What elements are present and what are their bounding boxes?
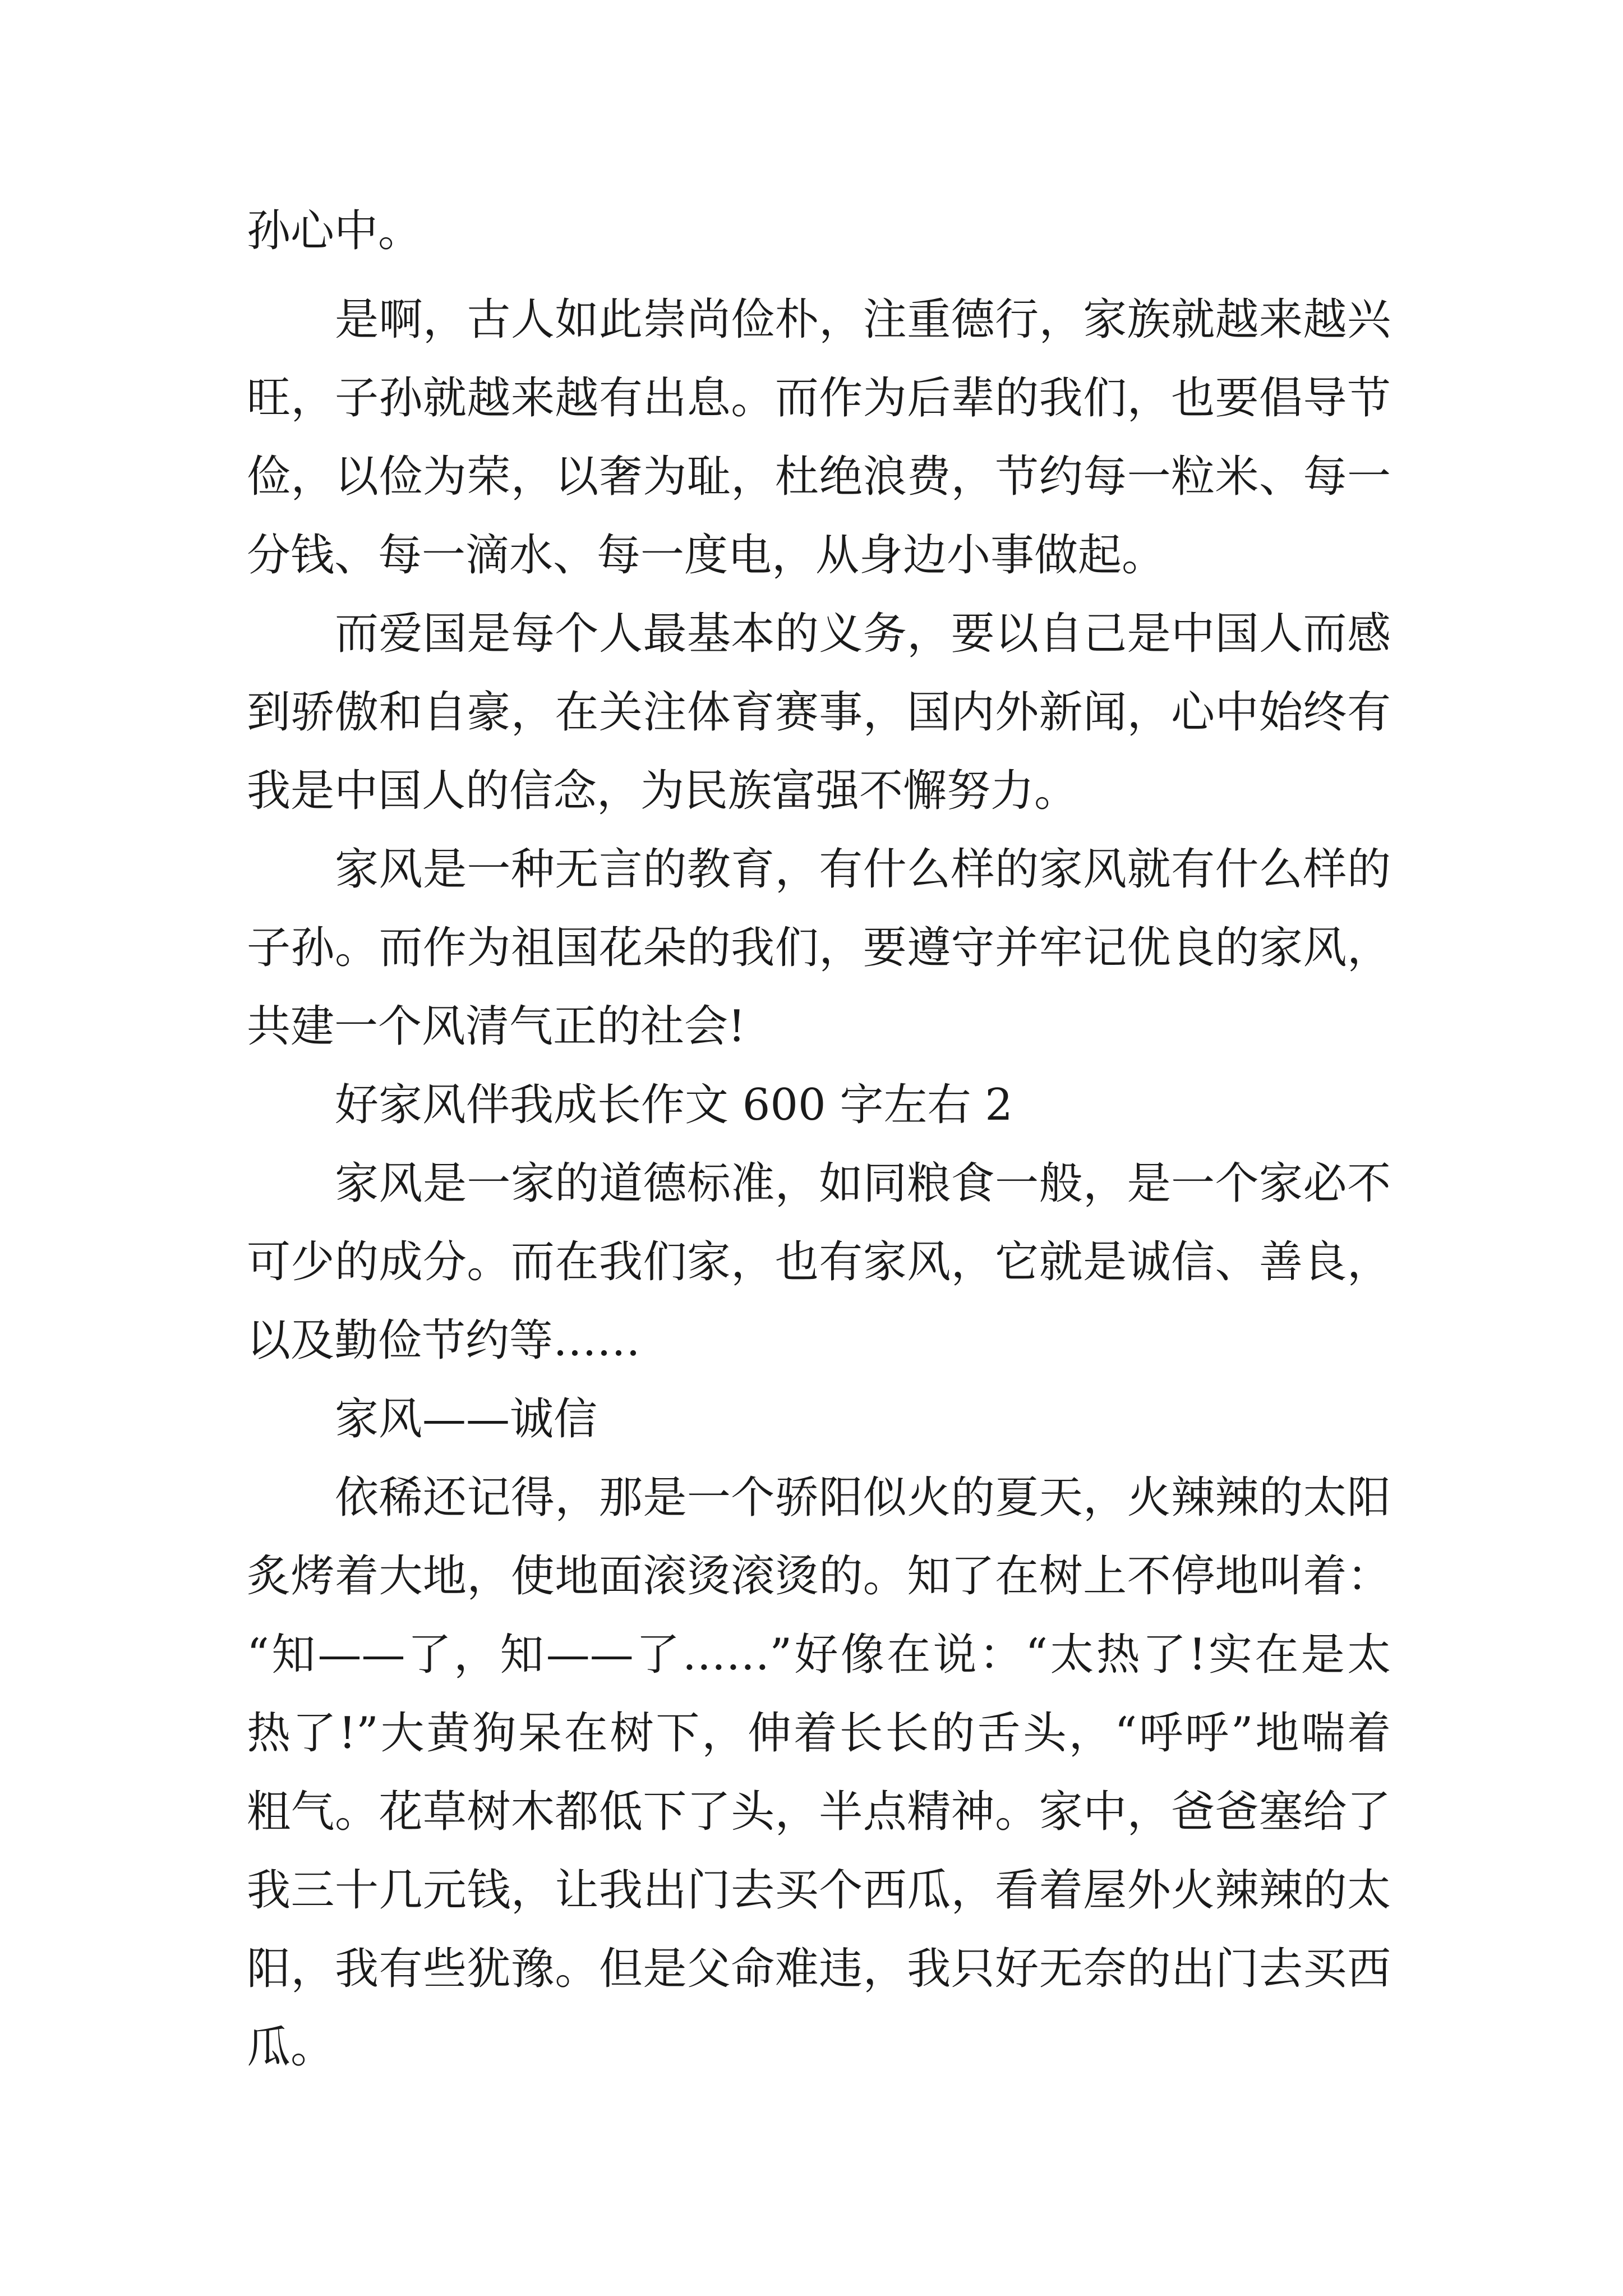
section-heading: 好家风伴我成长作文 600 字左右 2 — [335, 1080, 1013, 1130]
text-line: 孙心中。 — [247, 206, 422, 256]
text-line: 俭，以俭为荣，以奢为耻，杜绝浪费，节约每一粒米、每一 — [247, 452, 1391, 502]
text-line: 分钱、每一滴水、每一度电，从身边小事做起。 — [247, 530, 1166, 581]
text-line: 我是中国人的信念，为民族富强不懈努力。 — [247, 766, 1078, 816]
text-line: 共建一个风清气正的社会! — [247, 1001, 746, 1052]
text-line: 家风是一种无言的教育，有什么样的家风就有什么样的 — [335, 844, 1391, 895]
text-line: “知——了，知——了……”好像在说：“太热了!实在是太 — [247, 1630, 1391, 1680]
text-line: 炙烤着大地，使地面滚烫滚烫的。知了在树上不停地叫着： — [247, 1551, 1391, 1602]
text-line: 热了!”大黄狗呆在树下，伸着长长的舌头，“呼呼”地喘着 — [247, 1708, 1391, 1759]
text-line: 可少的成分。而在我们家，也有家风，它就是诚信、善良， — [247, 1237, 1391, 1287]
text-line: 家风是一家的道德标准，如同粮食一般，是一个家必不 — [335, 1158, 1391, 1209]
text-line: 旺，子孙就越来越有出息。而作为后辈的我们，也要倡导节 — [247, 373, 1391, 424]
text-line: 子孙。而作为祖国花朵的我们，要遵守并牢记优良的家风， — [247, 923, 1391, 973]
text-line: 到骄傲和自豪，在关注体育赛事，国内外新闻，心中始终有 — [247, 687, 1391, 738]
text-line: 而爱国是每个人最基本的义务，要以自己是中国人而感 — [335, 609, 1391, 659]
text-line: 是啊，古人如此崇尚俭朴，注重德行，家族就越来越兴 — [335, 295, 1391, 345]
text-line: 瓜。 — [247, 2022, 335, 2073]
text-line: 依稀还记得，那是一个骄阳似火的夏天，火辣辣的太阳 — [335, 1473, 1391, 1523]
text-line: 我三十几元钱，让我出门去买个西瓜，看着屋外火辣辣的太 — [247, 1865, 1391, 1916]
text-line: 阳，我有些犹豫。但是父命难违，我只好无奈的出门去买西 — [247, 1944, 1391, 1994]
subheading: 家风——诚信 — [335, 1394, 598, 1444]
text-line: 粗气。花草树木都低下了头，半点精神。家中，爸爸塞给了 — [247, 1787, 1391, 1837]
text-line: 以及勤俭节约等…… — [247, 1315, 641, 1366]
